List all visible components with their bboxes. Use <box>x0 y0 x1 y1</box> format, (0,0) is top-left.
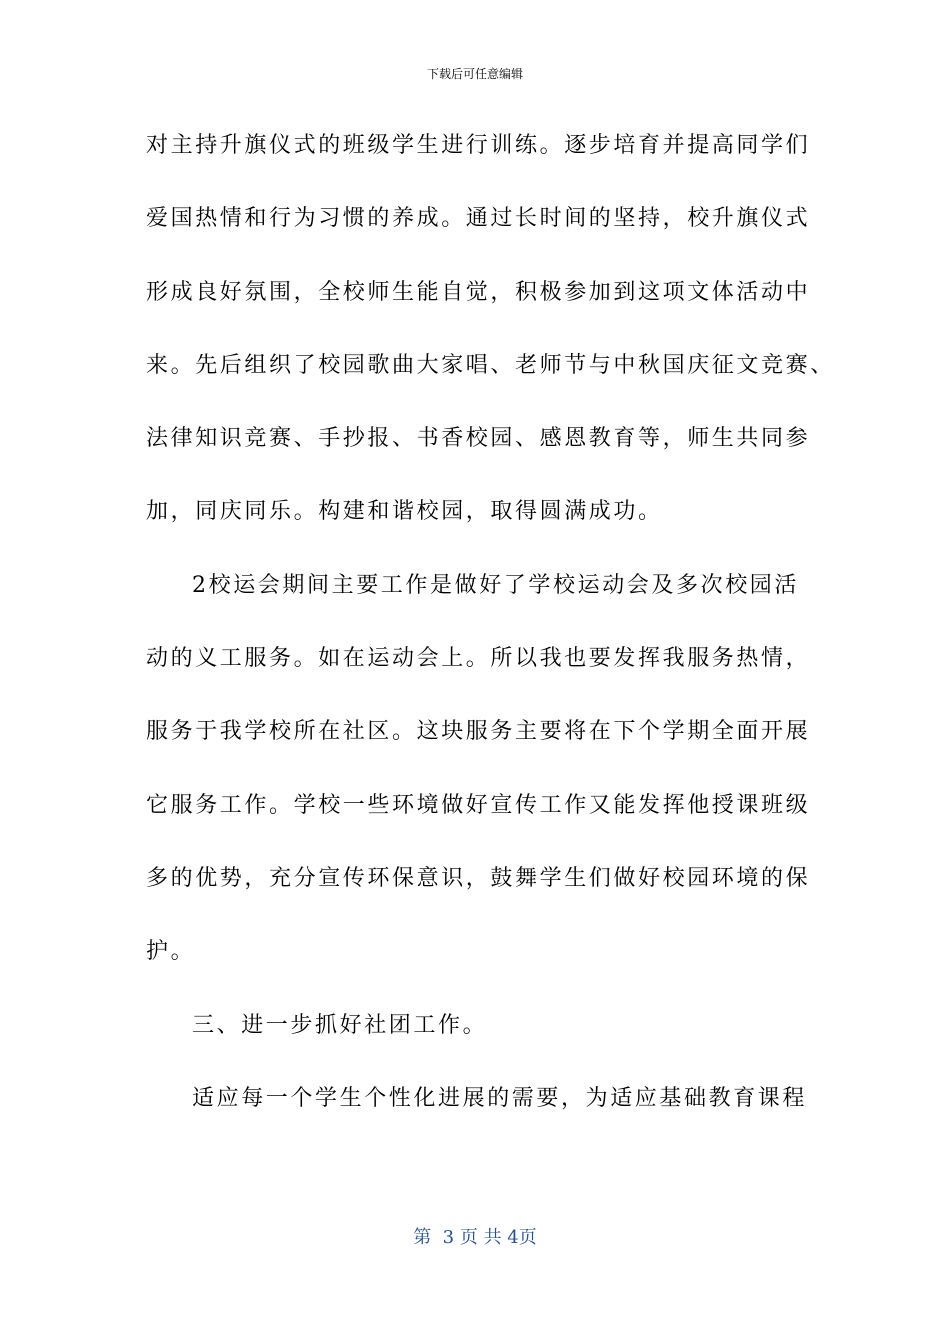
text-line: 爱国热情和行为习惯的养成。通过长时间的坚持，校升旗仪式 <box>146 206 811 232</box>
header-text: 下载后可任意编辑 <box>426 67 523 81</box>
text-line: 它服务工作。学校一些环境做好宣传工作又能发挥他授课班级 <box>146 792 811 818</box>
document-body <box>146 109 835 1135</box>
text-line: 对主持升旗仪式的班级学生进行训练。逐步培育并提高同学们 <box>146 133 811 158</box>
text-line: 服务于我学校所在社区。这块服务主要将在下个学期全面开展 <box>146 719 811 745</box>
page-number: 第 3 页 共 4页 <box>413 1227 537 1248</box>
page-header <box>0 66 950 82</box>
section-heading: 三、进一步抓好社团工作。 <box>192 1012 488 1038</box>
paragraph-start-line: 2校运会期间主要工作是做好了学校运动会及多次校园活 <box>192 572 799 598</box>
paragraph-start-line: 适应每一个学生个性化进展的需要，为适应基础教育课程 <box>192 1085 808 1111</box>
text-line: 加，同庆同乐。构建和谐校园，取得圆满成功。 <box>146 499 663 525</box>
text-line: 来。先后组织了校园歌曲大家唱、老师节与中秋国庆征文竞赛、 <box>146 352 835 378</box>
text-line: 多的优势，充分宣传环保意识，鼓舞学生们做好校园环境的保 <box>146 865 811 891</box>
text-line: 法律知识竞赛、手抄报、书香校园、感恩教育等，师生共同参 <box>146 426 811 452</box>
text-line: 动的义工服务。如在运动会上。所以我也要发挥我服务热情， <box>146 646 811 672</box>
page-footer <box>0 1226 950 1250</box>
text-line: 形成良好氛围，全校师生能自觉，积极参加到这项文体活动中 <box>146 279 811 305</box>
text-line: 护。 <box>146 939 196 965</box>
